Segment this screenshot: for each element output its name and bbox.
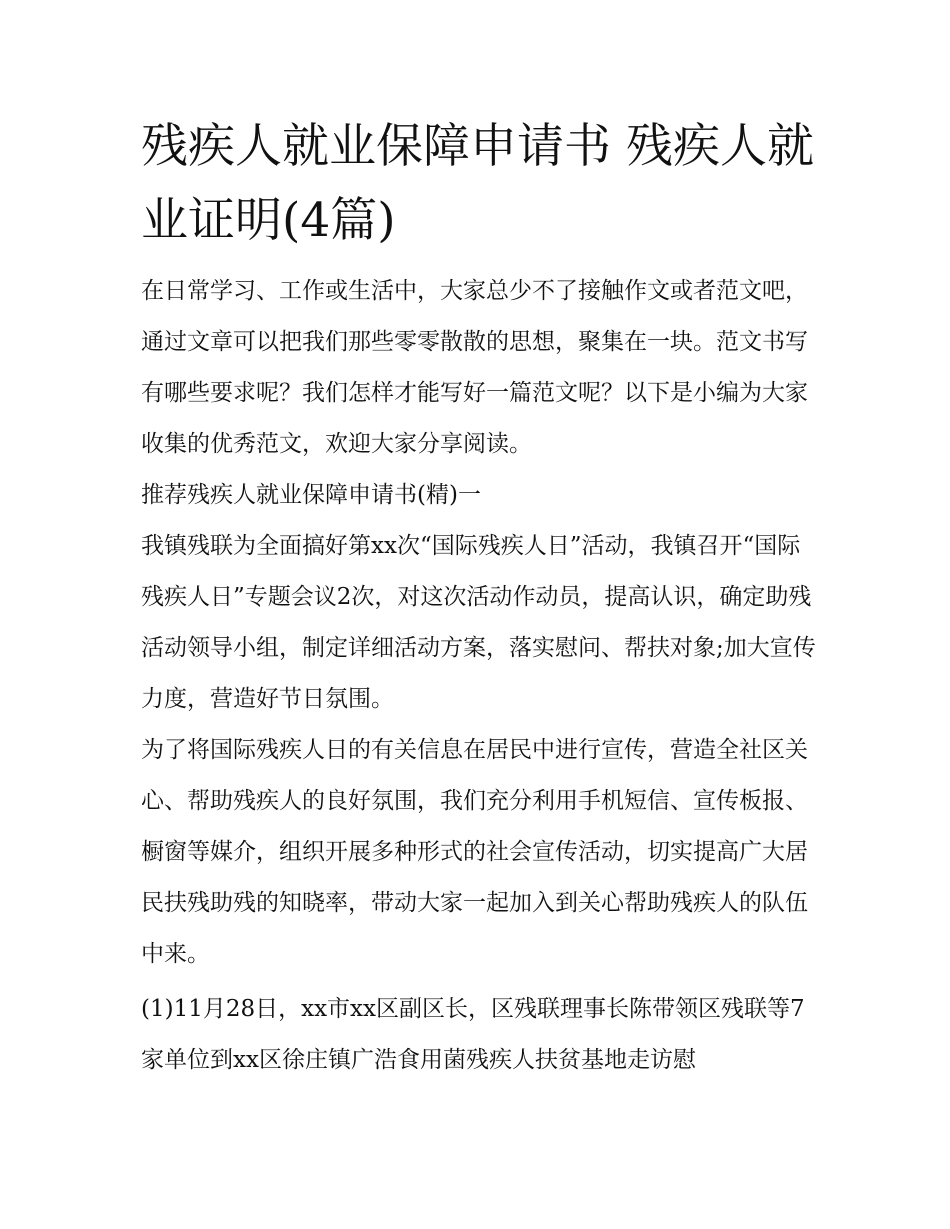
document-title: 残疾人就业保障申请书 残疾人就业证明(4篇)	[141, 119, 814, 248]
intro-paragraph: 在日常学习、工作或生活中，大家总少不了接触作文或者范文吧，通过文章可以把我们那些零零散散的思想，聚集在一块。范文书写有哪些要求呢？我们怎样才能写好一篇范文呢？以下是小编为大家收集的优秀范文，欢迎大家分享阅读。	[141, 278, 808, 457]
paragraph-visit: (1)11月28日，xx市xx区副区长，区残联理事长陈带领区残联等7家单位到xx区徐庄镇广浩食用菌残疾人扶贫基地走访慰	[141, 996, 805, 1073]
document-body	[141, 110, 821, 1086]
paragraph-publicity: 为了将国际残疾人日的有关信息在居民中进行宣传，营造全社区关心、帮助残疾人的良好氛围，我们充分利用手机短信、宣传板报、橱窗等媒介，组织开展多种形式的社会宣传活动，切实提高广大居民扶残助残的知晓率，带动大家一起加入到关心帮助残疾人的队伍中来。	[141, 737, 808, 967]
paragraph-meeting: 我镇残联为全面搞好第xx次“国际残疾人日”活动，我镇召开“国际残疾人日”专题会议2次，对这次活动作动员，提高认识，确定助残活动领导小组，制定详细活动方案，落实慰问、帮扶对象;加大宣传力度，营造好节日氛围。	[141, 533, 816, 712]
section-heading: 推荐残疾人就业保障申请书(精)一	[141, 482, 481, 508]
